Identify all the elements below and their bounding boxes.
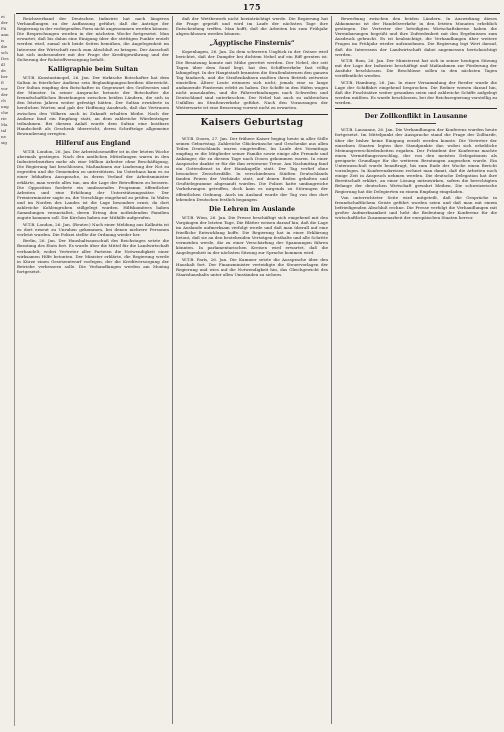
- edge-fragment: sig: [1, 140, 7, 145]
- article-headline: Hilferuf aus England: [55, 138, 131, 147]
- page-number: 175: [242, 2, 262, 12]
- article-paragraph: Von unterrichteter Seite wird mitgeteilt, daß die Gespräche in freundschaftlichem Geiste geführt worden seien und daß man mit einem befriedigenden Abschluß rechne. Die Presse verfolgt die Verhandlungen mit großer Aufmerksamkeit und hebt die Bedeutung der Konferenz für die wirtschaftliche Zusammenarbeit der europäischen Staaten hervor.: [335, 194, 497, 221]
- article-paragraph: daß der Wettbewerb nicht beeinträchtigt werde. Die Regierung hat die Frage geprüft und wird im Laufe der nächsten Tage ihre Entscheidung treffen. Man hofft, daß die Arbeiten bis zum Frühjahr abgeschlossen werden können.: [176, 16, 328, 37]
- article-paragraph: W.T.B. Lausanne, 26. Jan. Die Verhandlungen der Konferenz wurden heute fortgesetzt. Im Mittelpunkt der Aussprache stand die Frage der Zolltarife, über die bisher keine Einigung erzielt werden konnte. Die Vertreter der einzelnen Staaten legten ihre Standpunkte dar, wobei sich erhebliche Meinungsverschiedenheiten ergaben. Der Präsident der Konferenz machte einen Vermittlungsvorschlag, der von den meisten Delegationen als geeignete Grundlage für die weiteren Beratungen angesehen wurde. Ein Unterausschuß wurde beauftragt, bis zum Ende der Woche einen Bericht vorzulegen. In Konferenzkreisen rechnet man damit, daß die Arbeiten noch einige Zeit in Anspruch nehmen werden. Die deutsche Delegation hat ihre Bereitschaft erklärt, an einer Lösung mitzuwirken, sofern die berechtigten Belange der deutschen Wirtschaft gewahrt bleiben. Die schweizerische Regierung hat die Delegierten zu einem Empfang eingeladen.: [335, 127, 497, 194]
- column-right: [335, 16, 497, 728]
- edge-fragment: che: [1, 110, 9, 115]
- article-paragraph: W.T.B. London, 26. Jan. Die Arbeitslosenziffer ist in der letzten Woche abermals gestiegen. Nach den amtlichen Mitteilungen waren in den Industriebezirken mehr als eine Million Arbeiter ohne Beschäftigung. Die Regierung hat beschlossen, Maßnahmen zur Linderung der Not zu ergreifen und die Gemeinden zu unterstützen. Im Unterhaus kam es zu einer lebhaften Aussprache, in deren Verlauf der Arbeitsminister erklärte, man werde alles tun, um die Lage der Betroffenen zu bessern. Die Opposition forderte ein umfassendes Programm öffentlicher Arbeiten und eine Erhöhung der Unterstützungssätze. Der Premierminister sagte zu, die Vorschläge eingehend zu prüfen. In Wales und im Norden des Landes ist die Lage besonders ernst, da dort zahlreiche Kohlengruben stillgelegt wurden. Hilfskomitees haben Sammlungen veranstaltet, deren Ertrag den notleidenden Familien zugute kommen soll. Die Kirchen haben zur Mithilfe aufgerufen.: [17, 148, 169, 221]
- edge-fragment: die: [1, 44, 8, 49]
- article-headline: „Ägyptische Finsternis“: [209, 39, 295, 48]
- edge-fragment: der: [1, 92, 8, 97]
- headline-rule: [396, 123, 436, 124]
- column-middle: [176, 16, 328, 728]
- edge-fragment: ch: [1, 98, 6, 103]
- article-headline: Der Zollkonflikt in Lausanne: [364, 112, 468, 121]
- article-paragraph: W.T.B. Rom, 26. Jan. Der Ministerrat hat sich in seiner heutigen Sitzung mit der Lage der Industrie beschäftigt und Maßnahmen zur Förderung der Ausfuhr beschlossen. Die Beschlüsse sollen in den nächsten Tagen veröffentlicht werden.: [335, 58, 497, 79]
- edge-fragment: ung: [1, 104, 9, 109]
- top-rule: [16, 13, 500, 14]
- column-left: [17, 16, 169, 728]
- adjacent-page-edge: [0, 14, 15, 726]
- edge-fragment: ei: [1, 14, 5, 19]
- edge-fragment: sch: [1, 50, 8, 55]
- edge-fragment: Des: [1, 56, 9, 61]
- article-headline: Die Lehren im Auslande: [208, 204, 296, 213]
- edge-fragment: vor: [1, 86, 8, 91]
- article-paragraph: Bewerbung zwischen den beiden Ländern. In Auswirkung dieses Abkommens ist der Handelsverkehr in den letzten Monaten erheblich gestiegen. Die Vertreter der beteiligten Wirtschaftskreise haben die Vereinbarungen begrüßt und ihre Zufriedenheit mit den Ergebnissen zum Ausdruck gebracht. Es ist beabsichtigt, die Verhandlungen über weitere Fragen im Frühjahr wieder aufzunehmen. Die Regierung legt Wert darauf, daß die Interessen der Landwirtschaft dabei angemessen berücksichtigt werden.: [335, 16, 497, 57]
- article-paragraph: W.T.B. Doorn, 27. Jan. Der frühere Kaiser beging heute in aller Stille seinen Geburtstag. Zahlreiche Glückwünsche und Geschenke aus allen Teilen Deutschlands waren eingetroffen. Im Laufe des Vormittags empfing er die Mitglieder seiner Familie sowie einige alte Freunde und Anhänger, die zu diesem Tage nach Doorn gekommen waren. In einer Ansprache dankte er für die ihm erwiesene Treue. Am Nachmittag fand ein Gottesdienst in der Hauskapelle statt. Der Tag verlief ohne besondere Zwischenfälle. In verschiedenen Städten Deutschlands fanden Feiern der Verbände statt, auf denen Reden gehalten und Grußtelegramme abgesandt wurden. Die Polizei hatte umfangreiche Vorkehrungen getroffen, doch kam es nirgends zu Störungen der öffentlichen Ordnung. Auch im Ausland wurde der Tag von den dort lebenden Deutschen festlich begangen.: [176, 135, 328, 202]
- edge-fragment: Ma: [1, 122, 8, 127]
- edge-fragment: ill: [1, 62, 5, 67]
- column-separator: [331, 16, 332, 724]
- edge-fragment: der: [1, 20, 8, 25]
- edge-fragment: de: [1, 68, 6, 73]
- column-separator: [172, 16, 173, 724]
- article-paragraph: W.T.B. Konstantinopel, 26. Jan. Der türkische Botschafter hat dem Sultan in feierlicher Audienz sein Beglaubigungsschreiben überreicht. Der Sultan empfing den Botschafter in Gegenwart des Großwesirs und der Minister. In seiner Ansprache betonte der Botschafter die freundschaftlichen Beziehungen zwischen beiden Ländern, die sich in den letzten Jahren weiter gefestigt hätten. Der Sultan erwiderte in herzlichen Worten und gab der Hoffnung Ausdruck, daß das Vertrauen zwischen den Völkern auch in Zukunft erhalten bleibe. Nach der Audienz fand ein Empfang statt, an dem zahlreiche Würdenträger teilnahmen. Bei diesem Anlaß wurde dem Sultan eine kostbare Handschrift als Geschenk überreicht, deren Schriftzüge allgemeine Bewunderung erregten.: [17, 74, 169, 136]
- section-rule: [335, 108, 497, 109]
- edge-fragment: rie: [1, 116, 7, 121]
- edge-fragment: Fü: [1, 26, 7, 31]
- article-paragraph: Kopenhagen, 26. Jan. Zu dem schweren Unglück in der Ostsee wird berichtet, daß der Dampfer bei dichtem Nebel auf ein Riff geraten ist. Die Besatzung konnte mit Mühe gerettet werden. Der Nebel, der seit Tagen über dem Sund liegt, hat den Schiffsverkehr fast völlig lahmgelegt. In der Hauptstadt brannten die Straßenlaternen den ganzen Tag hindurch, und die Straßenbahnen mußten ihren Betrieb zeitweise einstellen. Ältere Leute erinnern sich nicht, jemals eine so lange andauernde Finsternis erlebt zu haben. Die Schiffe in den Häfen wagen nicht auszulaufen, und die Fährverbindungen nach Schweden und Deutschland sind unterbrochen. Der Nebel hat auch zu zahlreichen Unfällen im Straßenverkehr geführt. Nach den Voraussagen der Wetterwarte ist eine Besserung vorerst nicht zu erwarten.: [176, 49, 328, 111]
- edge-fragment: ne: [1, 134, 6, 139]
- article-paragraph: W.T.B. London, 26. Jan. (Reuter.) Nach einer Meldung aus Kalkutta ist es dort erneut zu Unruhen gekommen, bei denen mehrere Personen verletzt wurden. Die Polizei stellte die Ordnung wieder her.: [17, 221, 169, 237]
- article-headline: Kaisers Geburtstag: [200, 117, 304, 128]
- article-paragraph: Reichsverband der Deutschen Industrie hat nach längeren Verhandlungen zu der Auffassung geführt, daß die Anträge der Regierung in der vorliegenden Form nicht angenommen werden können. Die Besprechungen werden in der nächsten Woche fortgesetzt. Man erwartet, daß bis dahin eine Einigung über die strittigen Punkte erzielt werden wird, zumal sich beide Seiten bemühen, die Angelegenheit im Interesse der Wirtschaft rasch zum Abschluß zu bringen. Der Ausschuß hat sich insbesondere mit der Frage der Kreditgewährung und der Sicherung der Rohstoffversorgung befaßt.: [17, 16, 169, 62]
- edge-fragment: ann: [1, 32, 9, 37]
- headline-rule: [232, 132, 272, 133]
- article-paragraph: W.T.B. Hamburg, 26. Jan. In einer Versammlung der Reeder wurde die Lage der Schiffahrt eingehend besprochen. Die Redner wiesen darauf hin, daß die Frachtsätze weiter gesunken seien und zahlreiche Schiffe aufgelegt werden müßten. Es wurde beschlossen, bei der Reichsregierung vorstellig zu werden.: [335, 79, 497, 106]
- edge-fragment: ber: [1, 74, 8, 79]
- article-paragraph: W.T.B. Wien, 26. Jan. Die Presse beschäftigt sich eingehend mit den Vorgängen der letzten Tage. Die Blätter weisen darauf hin, daß die Lage im Auslande aufmerksam verfolgt werde und daß man überall auf eine friedliche Entwicklung hoffe. Die Regierung hat in einer Erklärung betont, daß sie an den bestehenden Verträgen festhalte und alle Schritte vermeiden werde, die zu einer Verschärfung der Spannungen führen könnten. In parlamentarischen Kreisen wird erwartet, daß die Angelegenheit in der nächsten Sitzung zur Sprache kommen wird.: [176, 214, 328, 256]
- edge-fragment: tal: [1, 128, 7, 133]
- section-rule: [176, 114, 328, 115]
- edge-fragment: is: [1, 38, 5, 43]
- edge-fragment: E: [1, 80, 4, 85]
- article-paragraph: Berlin, 26. Jan. Der Haushaltsausschuß des Reichstages setzte die Beratung des Etats fort. Es wurde über die Mittel für die Landwirtschaft verhandelt, wobei Vertreter aller Parteien die Notwendigkeit einer wirksamen Hilfe betonten. Der Minister erklärte, die Regierung werde in Kürze einen Gesetzentwurf vorlegen, der die Kreditversorgung der Betriebe verbessern solle. Die Verhandlungen werden am Montag fortgesetzt.: [17, 238, 169, 274]
- article-paragraph: W.T.B. Paris, 26. Jan. Die Kammer setzte die Aussprache über den Haushalt fort. Der Finanzminister verteidigte die Steuervorlagen der Regierung und wies auf die Notwendigkeit hin, das Gleichgewicht des Staatshaushalts unter allen Umständen zu sichern.: [176, 256, 328, 278]
- article-headline: Kalligraphie beim Sultan: [47, 64, 139, 73]
